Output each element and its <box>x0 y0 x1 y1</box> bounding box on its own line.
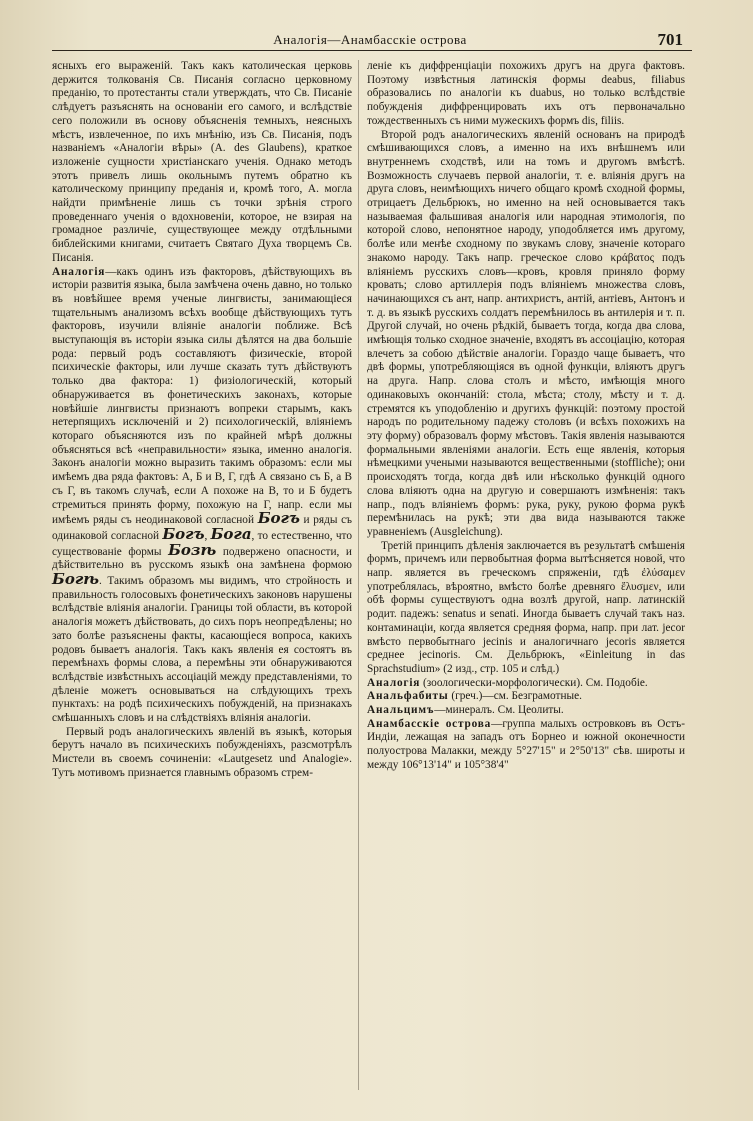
gothic-word: Бозѣ <box>168 540 217 559</box>
inline-text: , то естественно, что существованіе формы <box>52 529 352 558</box>
column-divider <box>358 60 359 1090</box>
paragraph: Второй родъ аналогическихъ явленій основанъ на природѣ смѣшивающихся словъ, а именно на ихъ внѣшнемъ или внутреннемъ сходствѣ, или на томъ и другомъ вмѣстѣ. Возможность случаевъ первой аналогіи, т. е. вліянія другъ на друга словъ, неимѣющихъ ничего общаго кромѣ сходной формы, отрицаетъ Дельбрюкъ, но именно на ней основывается такъ называемая фальшивая аналогія или народная этимологія, по которой слово, непонятное народу, уподобляется имъ другому, болѣе или менѣе сходному по звукамъ слову, значеніе котораго знакомо народу. Такъ напр. греческое слово κράβατος подъ вліяніемъ русскихъ словъ—кровъ, кровля приняло форму кровать; слово артиллерія подъ вліяніемъ множества словъ, начинающихся съ ант, напр. антихристъ, антій, антіевъ, Антонъ и т. д. въ языкѣ русскихъ солдатъ перемѣнилось въ антилерія и т. п. Другой случай, но очень рѣдкій, бываетъ тогда, когда два слова, имѣющія только сходное значеніе, входятъ въ ассоціацію, которая влечетъ за собою дѣйствіе аналогіи. Гораздо чаще бываетъ, что двѣ формы, употребляющіяся въ одной функціи, вліяютъ другъ на друга. Напр. слова столъ и мѣсто, имѣющія много одинаковыхъ окончаній: стола, мѣста; столу, мѣсту и т. д. стремятся къ уподобленію и другихъ функцій: поэтому простой народъ по родительному падежу столовъ (и всѣхъ похожихъ на эту форму) образовалъ форму мѣстовъ. Такія явленія называются формальными явленіями аналогіи. Есть еще явленія, которыя нѣмецкими учеными называются вещественными (stoffliche); они происходятъ тогда, когда двѣ или нѣсколько функцій одного слова вліяютъ одна на другую и совершаютъ измѣненія: такъ напр., подъ вліяніемъ формъ: рука, руку, рукою форма рукѣ перемѣнилась на рукѣ; эти два вида называются также уравненіемъ (Ausgleichung). <box>367 128 685 538</box>
entry-text: —какъ одинъ изъ факторовъ, дѣйствующихъ въ исторіи развитія языка, была замѣчена очень давно, но только въ новѣйшее время ученые лингвисты, занимающіеся тщательнымъ анализомъ всѣхъ вообще дѣйствующихъ тутъ факторовъ, изучили вліяніе аналогіи поближе. Всѣ выступающія въ исторіи языка силы дѣлятся на два большіе рода: первый родъ составляютъ физическіе, второй психическіе факторы, или лучше сказать тутъ дѣйствуютъ только два фактора: 1) физіологическій, который обнаруживается въ фонетическихъ законахъ, которые новѣйшіе лингвисты признаютъ вопреки старымъ, какъ нетерпящихъ исключеній и 2) психологическій, вліяніемъ котораго объясняются изъ по крайней мѣрѣ должны объясняться всѣ «неправильности» языка, именно аналогія. Законъ аналогіи можно выразить такимъ образомъ: если мы имѣемъ два ряда фактовъ: А, Б и В, Г, гдѣ А связано съ Б, а В съ Г, въ такомъ случаѣ, если А похоже на В, то и Б будетъ стремиться принять форму, похожую на Г, напр. если мы имѣемъ ряды съ неодинаковой согласной <box>52 265 352 527</box>
entry-text: (зоологически-морфологически). См. Подобіе. <box>420 676 648 689</box>
paragraph: ясныхъ его выраженій. Такъ какъ католическая церковь держится толкованія Св. Писанія согласно церковному преданію, то протестанты стали утверждать, что Св. Писаніе слѣдуетъ разъяснять на основаніи его самого, и вслѣдствіе сего положили въ основу объясненія темныхъ, неясныхъ мѣстъ, извлеченное, по ихъ мнѣнію, изъ Св. Писанія, подъ названіемъ «Аналогіи вѣры» (A. des Glaubens), краткое изложеніе сущности христіанскаго ученія. Однако методъ этотъ привелъ лишь окольнымъ путемъ обратно къ католическому принципу преданія и, кромѣ того, А. могла найдти примѣненіе лишь съ точки зрѣнія строго проведеннаго ученія о вдохновеніи, которое, не взирая на громадное различіе, существующее между отдѣльными библейскими книгами, считаетъ Святаго Духа творцемъ Св. Писанія. <box>52 60 352 264</box>
left-column <box>52 60 352 781</box>
header-rule <box>52 50 692 51</box>
entry-text: Такимъ образомъ мы видимъ, что стройность и правильность голосовыхъ фонетическихъ законовъ нарушены вслѣдствіе вліянія аналогіи. Границы той области, въ которой аналогія можетъ дѣйствовать, до сихъ поръ неопредѣлены; но зато болѣе разъяснены факты, касающіеся вопроса, какихъ родовъ бываетъ аналогія. Такъ какъ явленія ея состоятъ въ перемѣнахъ формы слова, а перемѣны эти обнаруживаются вслѣдствіе извѣстныхъ ассоціацій между представленіями, то дѣленіе можетъ основываться на слѣдующихъ трехъ пунктахъ: на родѣ психическихъ побужденій, на признакахъ смѣшанныхъ словъ и на слѣдствіяхъ вліянія аналогіи. <box>52 575 352 725</box>
dictionary-entry <box>367 704 685 718</box>
header-title: Аналогія—Анамбасскіе острова <box>273 32 467 47</box>
entry-text: —минералъ. См. Цеолиты. <box>434 704 564 717</box>
dictionary-entry <box>367 677 685 691</box>
inline-text: . <box>99 575 102 588</box>
dictionary-entry <box>367 718 685 773</box>
entry-text: —группа малыхъ островковъ въ Остъ-Индіи, лежащая на западъ отъ Борнео и южной оконечности полуострова Малакки, между 5°27'15" и 2°50'13" сѣв. широты и между 106°13'14" и 105°38'4" <box>367 717 685 771</box>
paragraph: Третій принципъ дѣленія заключается въ результатѣ смѣшенія формъ, причемъ или первобытная форма вытѣсняется новой, что напр. является въ греческомъ спряженіи, гдѣ ἐλύσαμεν употреблялась, вѣроятно, вмѣсто болѣе древняго ἔλυσμεν, или обѣ формы существуютъ одна возлѣ другой, напр. латинскій родит. падежъ: senatus и senati. Иногда бываетъ случай такъ наз. контаминаціи, когда является средняя форма, напр. при лат. jecor вмѣсто первобытнаго jecinis и аналогичнаго jecoris является среднее jecinoris. См. Дельбрюкъ, «Einleitung in das Sprachstudium» (2 изд., стр. 105 и слѣд.) <box>367 539 685 675</box>
entry-headword: Анальфабиты <box>367 690 449 703</box>
gothic-word: Бога <box>210 524 252 543</box>
gothic-word: Богъ <box>257 509 300 528</box>
gothic-word: Богѣ <box>52 570 100 589</box>
entry-headword: Анальцимъ <box>367 704 435 717</box>
paragraph: Первый родъ аналогическихъ явленій въ языкѣ, которыя берутъ начало въ психическихъ побужденіяхъ, разсмотрѣлъ Мистели въ своемъ сочиненіи: «Lautgesetz und Analogie». Тутъ мотивомъ признается главнымъ образомъ стрем- <box>52 725 352 779</box>
entry-text: (греч.)—см. Безграмотные. <box>448 690 582 703</box>
inline-text: и ряды съ одинаковой согласной <box>52 514 352 542</box>
page-number: 701 <box>657 30 683 49</box>
gothic-word: Богъ <box>162 524 205 543</box>
dictionary-entry <box>52 266 352 726</box>
right-column <box>367 60 685 773</box>
entry-headword: Аналогія <box>367 676 421 689</box>
inline-text: подвержено опасности, и дѣйствительно въ русскомъ языкѣ она замѣнена формою <box>52 545 352 572</box>
running-head <box>0 30 753 52</box>
inline-text: , <box>204 529 208 542</box>
entry-headword: Анамбасскіе острова <box>367 717 492 730</box>
dictionary-entry <box>367 690 685 704</box>
paragraph: леніе къ диффренціаціи похожихъ другъ на друга фактовъ. Поэтому извѣстныя латинскія формы deabus, filiabus образовались по аналогіи къ duabus, но только вслѣдствіе побужденія диффренцировать ихъ отъ первоначально тождественныхъ съ ними мужескихъ формъ dis, filiis. <box>367 60 685 127</box>
entry-headword: Аналогія <box>52 265 106 278</box>
